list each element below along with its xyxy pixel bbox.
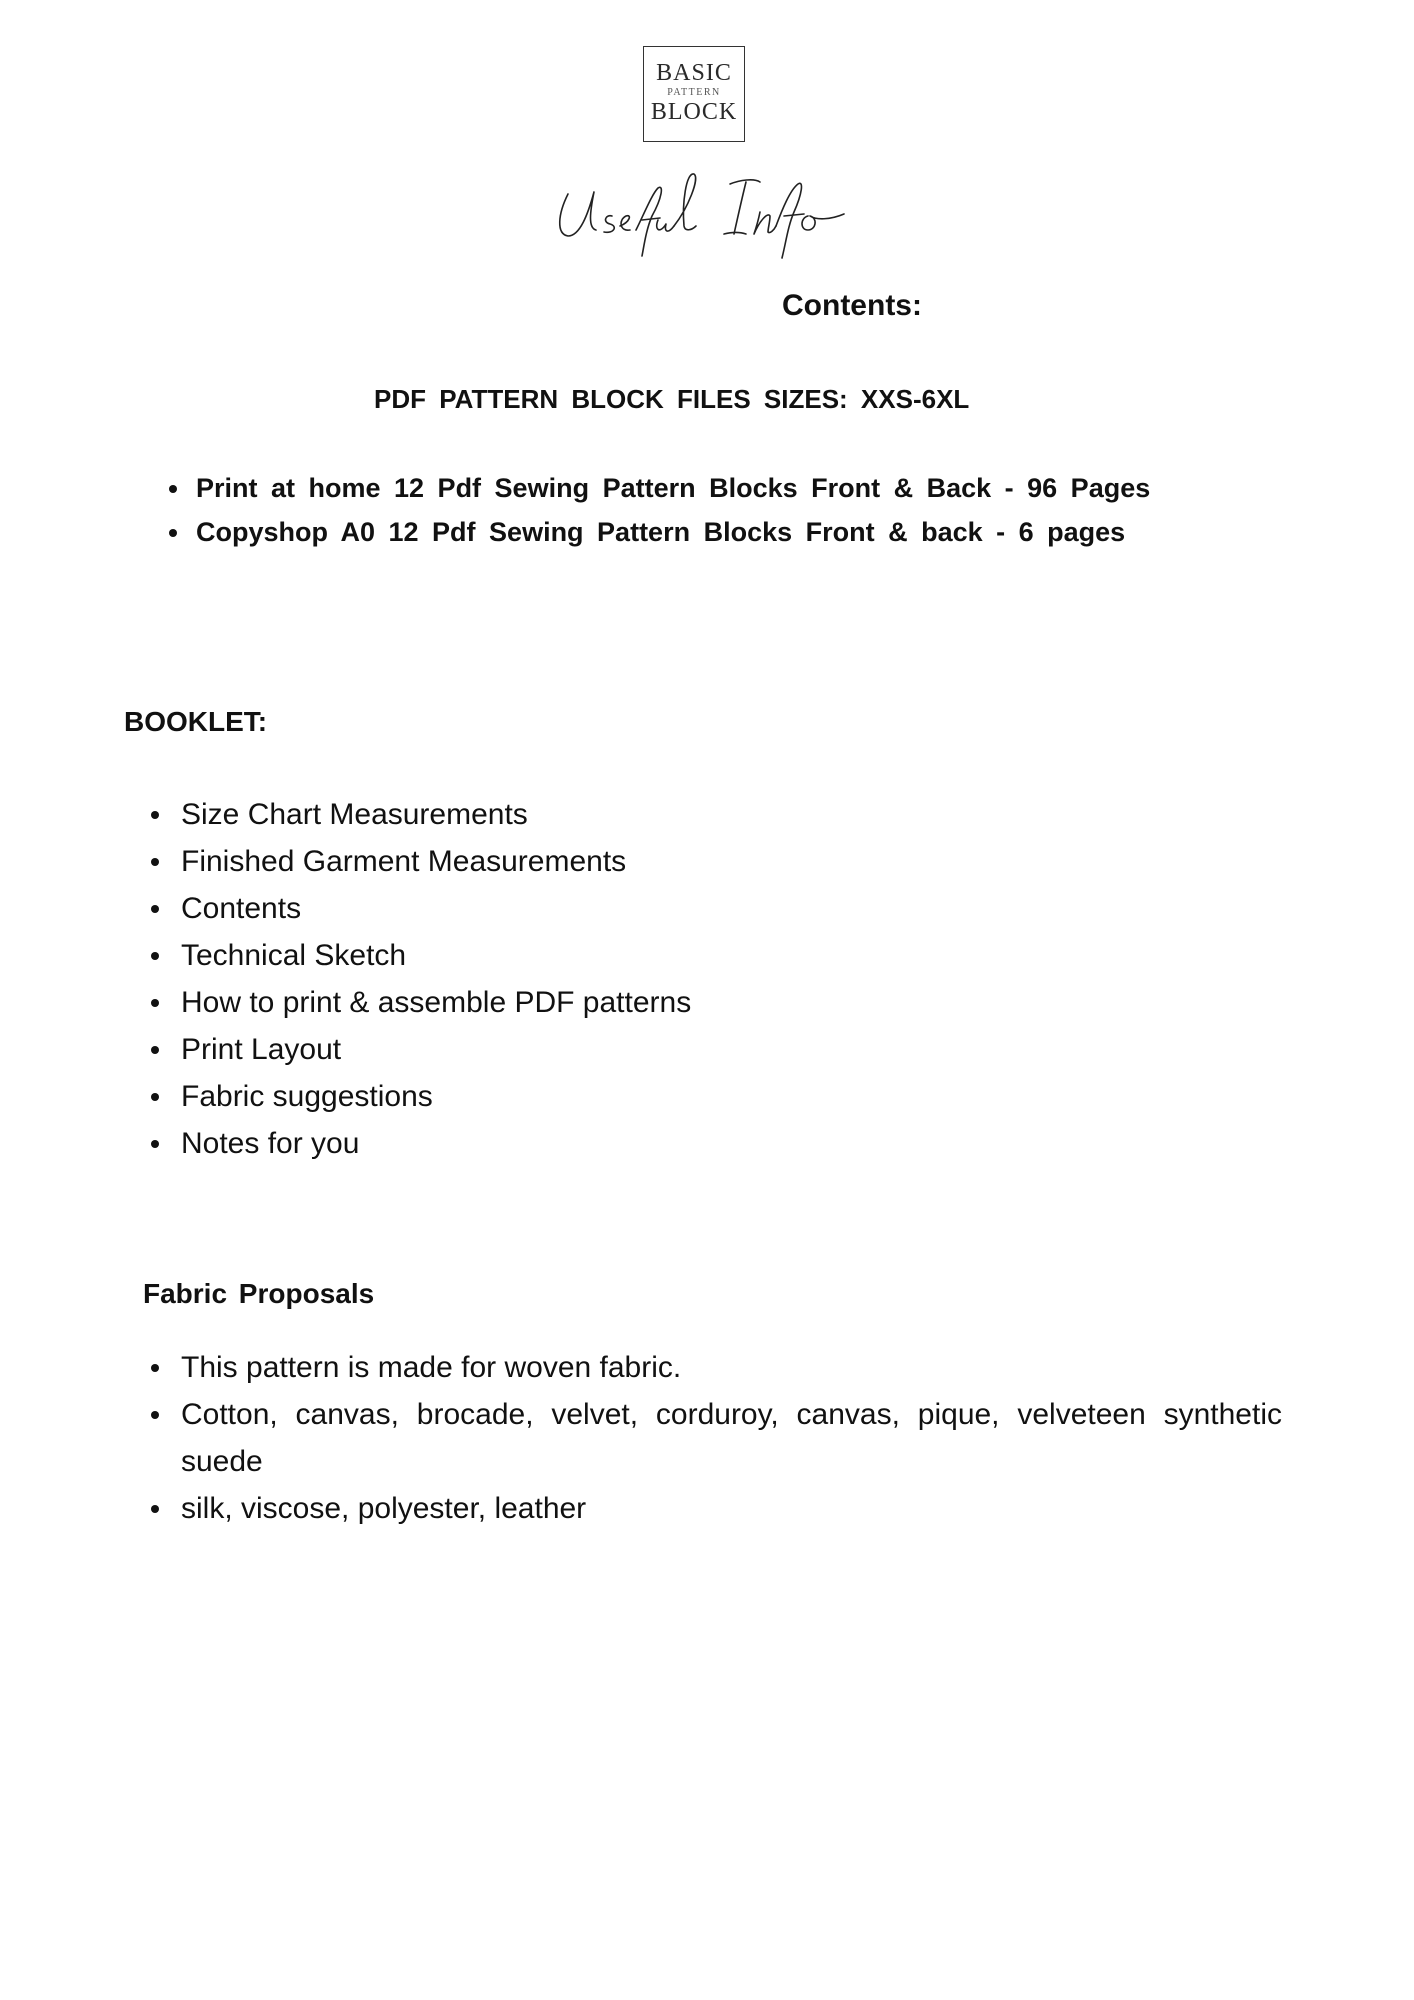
- fabric-proposals-list: [181, 1344, 1282, 1532]
- logo-line-block: BLOCK: [650, 99, 738, 125]
- brand-logo: [643, 46, 745, 142]
- booklet-heading: BOOKLET:: [124, 706, 268, 737]
- useful-info-script-heading: [554, 164, 854, 260]
- list-item: Cotton, canvas, brocade, velvet, corduroy, canvas, pique, velveteen synthetic suede: [181, 1391, 1282, 1485]
- list-item: Notes for you: [181, 1120, 1281, 1167]
- list-item: silk, viscose, polyester, leather: [181, 1485, 1282, 1532]
- contents-heading: [0, 286, 1414, 326]
- list-item: Copyshop A0 12 Pdf Sewing Pattern Blocks Front & back - 6 pages: [196, 510, 1236, 554]
- list-item: Finished Garment Measurements: [181, 838, 1281, 885]
- list-item: Technical Sketch: [181, 932, 1281, 979]
- booklet-list: [181, 791, 1281, 1167]
- list-item: Size Chart Measurements: [181, 791, 1281, 838]
- list-item: Contents: [181, 885, 1281, 932]
- list-item: How to print & assemble PDF patterns: [181, 979, 1281, 1026]
- list-item: Print Layout: [181, 1026, 1281, 1073]
- list-item: This pattern is made for woven fabric.: [181, 1344, 1282, 1391]
- logo-line-pattern: PATTERN: [667, 87, 721, 98]
- list-item: Print at home 12 Pdf Sewing Pattern Blocks Front & Back - 96 Pages: [196, 466, 1236, 510]
- logo-line-basic: BASIC: [656, 60, 732, 86]
- pdf-files-list: [196, 466, 1236, 554]
- contents-heading-text: Contents:: [782, 289, 922, 322]
- list-item: Fabric suggestions: [181, 1073, 1281, 1120]
- pdf-sizes-heading: PDF PATTERN BLOCK FILES SIZES: XXS-6XL: [374, 384, 970, 414]
- fabric-proposals-heading: Fabric Proposals: [143, 1278, 375, 1309]
